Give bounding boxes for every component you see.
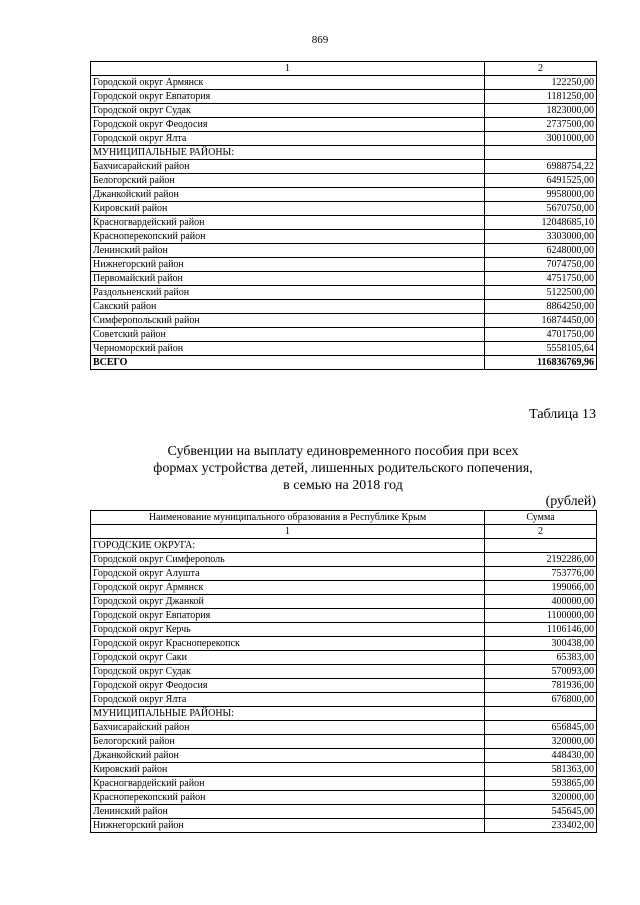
table-row — [91, 805, 597, 819]
row-name: Бахчисарайский район — [91, 160, 485, 174]
subsidies-table-13 — [90, 510, 597, 833]
row-name: Городской округ Евпатория — [91, 609, 485, 623]
table-row — [91, 665, 597, 679]
table-row — [91, 174, 597, 188]
row-name: МУНИЦИПАЛЬНЫЕ РАЙОНЫ: — [91, 707, 485, 721]
row-value: 3303000,00 — [485, 230, 597, 244]
heading-line-1: Субвенции на выплату единовременного пособия при всех — [167, 444, 519, 459]
row-value: 676800,00 — [485, 693, 597, 707]
table-row — [91, 356, 597, 370]
row-value: 9958000,00 — [485, 188, 597, 202]
row-value: 65383,00 — [485, 651, 597, 665]
row-name: Городской округ Армянск — [91, 581, 485, 595]
row-value: 593865,00 — [485, 777, 597, 791]
row-name: Городской округ Джанкой — [91, 595, 485, 609]
row-value: 581363,00 — [485, 763, 597, 777]
table-row — [91, 763, 597, 777]
heading-line-3: в семью на 2018 год — [283, 478, 403, 493]
row-value: 781936,00 — [485, 679, 597, 693]
row-name: Городской округ Алушта — [91, 567, 485, 581]
row-value: 233402,00 — [485, 819, 597, 833]
row-value: 448430,00 — [485, 749, 597, 763]
table-row — [91, 230, 597, 244]
page-number: 869 — [311, 34, 329, 46]
table-row — [91, 188, 597, 202]
row-value: 116836769,96 — [485, 356, 597, 370]
table-row — [91, 749, 597, 763]
row-value: 5670750,00 — [485, 202, 597, 216]
row-value: 3001000,00 — [485, 132, 597, 146]
row-name: ГОРОДСКИЕ ОКРУГА: — [91, 539, 485, 553]
row-name: Сакский район — [91, 300, 485, 314]
table-row — [91, 693, 597, 707]
row-value: 199066,00 — [485, 581, 597, 595]
table-row — [91, 791, 597, 805]
row-value — [485, 707, 597, 721]
subsidies-table-continued — [90, 61, 597, 370]
row-name: Городской округ Армянск — [91, 76, 485, 90]
row-value: 2737500,00 — [485, 118, 597, 132]
table-row — [91, 244, 597, 258]
row-name: Джанкойский район — [91, 749, 485, 763]
table-row — [91, 286, 597, 300]
row-value: 8864250,00 — [485, 300, 597, 314]
header-sum: Сумма — [485, 511, 597, 525]
table-row — [91, 539, 597, 553]
table-row — [91, 777, 597, 791]
table-row — [91, 314, 597, 328]
row-name: Городской округ Феодосия — [91, 679, 485, 693]
row-value: 1106146,00 — [485, 623, 597, 637]
table-row — [91, 819, 597, 833]
column-number-1: 1 — [91, 62, 485, 76]
row-name: Черноморский район — [91, 342, 485, 356]
row-value: 753776,00 — [485, 567, 597, 581]
row-value: 7074750,00 — [485, 258, 597, 272]
row-value: 1181250,00 — [485, 90, 597, 104]
row-name: Городской округ Керчь — [91, 623, 485, 637]
column-number-2: 2 — [485, 525, 597, 539]
table-row — [91, 342, 597, 356]
table-row — [91, 272, 597, 286]
row-name: Городской округ Ялта — [91, 693, 485, 707]
row-value: 4701750,00 — [485, 328, 597, 342]
table-row — [91, 637, 597, 651]
row-value: 656845,00 — [485, 721, 597, 735]
table-row — [91, 735, 597, 749]
row-name: Нижнегорский район — [91, 819, 485, 833]
row-value: 2192286,00 — [485, 553, 597, 567]
row-value: 6248000,00 — [485, 244, 597, 258]
header-row — [91, 511, 597, 525]
row-value: 6491525,00 — [485, 174, 597, 188]
row-value: 320000,00 — [485, 791, 597, 805]
row-name: Городской округ Судак — [91, 104, 485, 118]
row-value: 5122500,00 — [485, 286, 597, 300]
row-value: 320000,00 — [485, 735, 597, 749]
row-name: Городской округ Саки — [91, 651, 485, 665]
row-name: Ленинский район — [91, 244, 485, 258]
row-name: Городской округ Ялта — [91, 132, 485, 146]
row-name: Белогорский район — [91, 735, 485, 749]
table-row — [91, 553, 597, 567]
table-row — [91, 90, 597, 104]
table-row — [91, 328, 597, 342]
row-name: Бахчисарайский район — [91, 721, 485, 735]
table-row — [91, 146, 597, 160]
column-number-2: 2 — [485, 62, 597, 76]
row-name: МУНИЦИПАЛЬНЫЕ РАЙОНЫ: — [91, 146, 485, 160]
table-row — [91, 132, 597, 146]
column-number-row — [91, 525, 597, 539]
units-label: (рублей) — [545, 494, 596, 509]
row-name: Белогорский район — [91, 174, 485, 188]
table-row — [91, 707, 597, 721]
row-name: Кировский район — [91, 202, 485, 216]
row-value: 16874450,00 — [485, 314, 597, 328]
row-name: Городской округ Красноперекопск — [91, 637, 485, 651]
table-row — [91, 679, 597, 693]
row-name: Красногвардейский район — [91, 216, 485, 230]
row-name: Симферопольский район — [91, 314, 485, 328]
table-row — [91, 623, 597, 637]
row-name: Красноперекопский район — [91, 230, 485, 244]
table-row — [91, 160, 597, 174]
row-value: 570093,00 — [485, 665, 597, 679]
table-row — [91, 581, 597, 595]
table-row — [91, 258, 597, 272]
row-name: Городской округ Евпатория — [91, 90, 485, 104]
table-row — [91, 651, 597, 665]
table-row — [91, 118, 597, 132]
table-row — [91, 202, 597, 216]
row-value: 5558105,64 — [485, 342, 597, 356]
table-caption: Таблица 13 — [529, 407, 596, 422]
table-heading — [0, 443, 640, 494]
row-value: 400000,00 — [485, 595, 597, 609]
row-value: 545645,00 — [485, 805, 597, 819]
table-row — [91, 76, 597, 90]
header-name: Наименование муниципального образования в Республике Крым — [91, 511, 485, 525]
row-name: Красноперекопский район — [91, 791, 485, 805]
row-value: 4751750,00 — [485, 272, 597, 286]
table-row — [91, 595, 597, 609]
row-value: 6988754,22 — [485, 160, 597, 174]
row-name: ВСЕГО — [91, 356, 485, 370]
table-row — [91, 216, 597, 230]
row-value: 300438,00 — [485, 637, 597, 651]
row-value: 1100000,00 — [485, 609, 597, 623]
row-name: Кировский район — [91, 763, 485, 777]
table-row — [91, 609, 597, 623]
column-number-row — [91, 62, 597, 76]
row-name: Городской округ Судак — [91, 665, 485, 679]
row-name: Советский район — [91, 328, 485, 342]
column-number-1: 1 — [91, 525, 485, 539]
row-value: 122250,00 — [485, 76, 597, 90]
row-name: Красногвардейский район — [91, 777, 485, 791]
row-name: Джанкойский район — [91, 188, 485, 202]
table-row — [91, 721, 597, 735]
row-name: Первомайский район — [91, 272, 485, 286]
heading-line-2: формах устройства детей, лишенных родительского попечения, — [153, 461, 533, 476]
row-value: 1823000,00 — [485, 104, 597, 118]
table-row — [91, 567, 597, 581]
table-row — [91, 104, 597, 118]
row-name: Раздольненский район — [91, 286, 485, 300]
row-name: Городской округ Феодосия — [91, 118, 485, 132]
row-name: Нижнегорский район — [91, 258, 485, 272]
row-value — [485, 539, 597, 553]
table-row — [91, 300, 597, 314]
row-value: 12048685,10 — [485, 216, 597, 230]
row-name: Городской округ Симферополь — [91, 553, 485, 567]
row-name: Ленинский район — [91, 805, 485, 819]
row-value — [485, 146, 597, 160]
